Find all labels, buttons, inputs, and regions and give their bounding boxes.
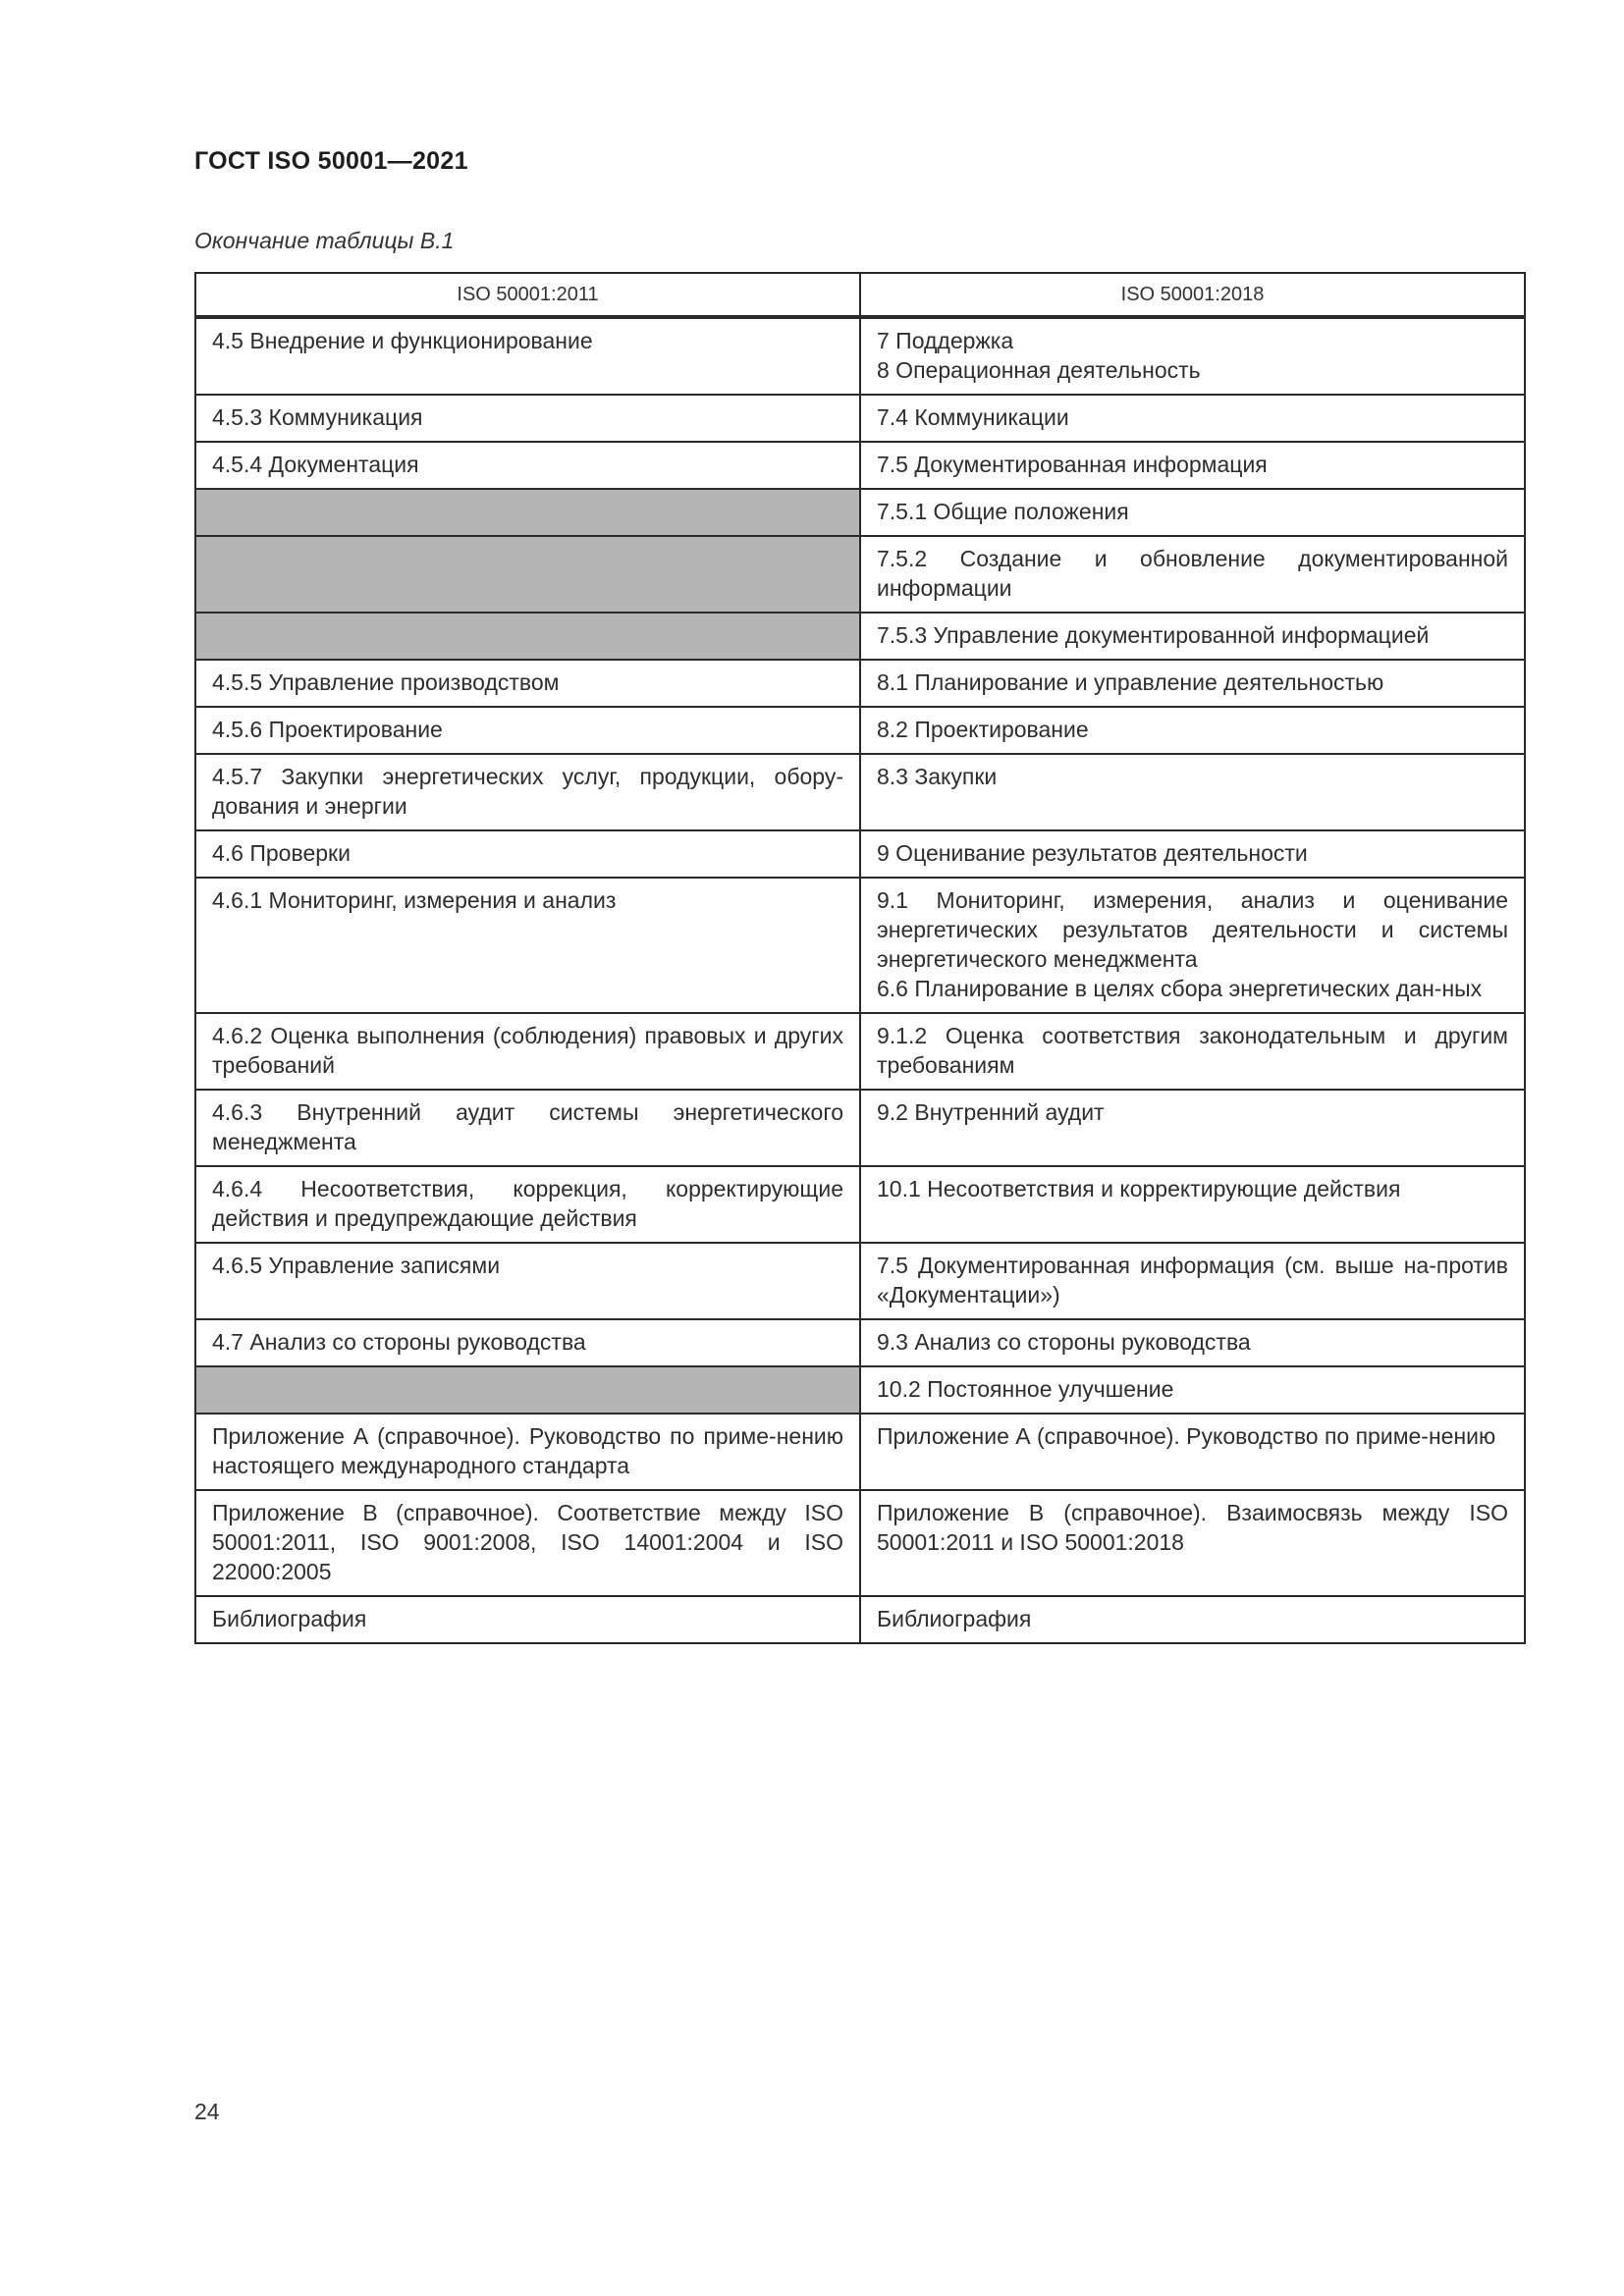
cell-iso-2018: 9 Оценивание результатов деятельности bbox=[860, 830, 1525, 878]
cell-iso-2018: 7.5.1 Общие положения bbox=[860, 489, 1525, 536]
column-header-iso-2018: ISO 50001:2018 bbox=[860, 273, 1525, 317]
table-caption: Окончание таблицы В.1 bbox=[194, 228, 455, 253]
cell-iso-2018: 9.1.2 Оценка соответствия законодательным и другим требованиям bbox=[860, 1013, 1525, 1090]
cell-iso-2018: 8.3 Закупки bbox=[860, 754, 1525, 830]
table-row bbox=[195, 613, 1525, 660]
cell-iso-2011: 4.6.1 Мониторинг, измерения и анализ bbox=[195, 878, 860, 1013]
cell-iso-2018: 7 Поддержка 8 Операционная деятельность bbox=[860, 317, 1525, 395]
cell-iso-2018: 10.2 Постоянное улучшение bbox=[860, 1366, 1525, 1414]
cell-iso-2018: 9.1 Мониторинг, измерения, анализ и оценивание энергетических результатов деятельности и системы энергетического менеджмента 6.6 Планирование в целях сбора энергетических дан-ных bbox=[860, 878, 1525, 1013]
cell-iso-2011 bbox=[195, 1366, 860, 1414]
table-row bbox=[195, 878, 1525, 1013]
cell-iso-2018: 8.2 Проектирование bbox=[860, 707, 1525, 754]
cell-iso-2018: 9.2 Внутренний аудит bbox=[860, 1090, 1525, 1166]
cell-iso-2011: Приложение А (справочное). Руководство по приме-нению настоящего международного стандарта bbox=[195, 1414, 860, 1490]
table-row bbox=[195, 536, 1525, 613]
cell-iso-2018: Приложение В (справочное). Взаимосвязь между ISO 50001:2011 и ISO 50001:2018 bbox=[860, 1490, 1525, 1596]
table-row bbox=[195, 1366, 1525, 1414]
cell-iso-2018: 10.1 Несоответствия и корректирующие действия bbox=[860, 1166, 1525, 1243]
cell-iso-2018: 7.4 Коммуникации bbox=[860, 395, 1525, 442]
cell-iso-2011: 4.5.7 Закупки энергетических услуг, продукции, обору-дования и энергии bbox=[195, 754, 860, 830]
cell-iso-2011: 4.6 Проверки bbox=[195, 830, 860, 878]
table-row bbox=[195, 317, 1525, 395]
table-row bbox=[195, 660, 1525, 707]
table-row bbox=[195, 1414, 1525, 1490]
cell-iso-2018: Приложение А (справочное). Руководство по приме-нению bbox=[860, 1414, 1525, 1490]
cell-iso-2011: 4.5.6 Проектирование bbox=[195, 707, 860, 754]
page-number: 24 bbox=[194, 2099, 220, 2124]
cell-iso-2011: 4.7 Анализ со стороны руководства bbox=[195, 1319, 860, 1366]
document-title: ГОСТ ISO 50001—2021 bbox=[194, 147, 468, 175]
column-header-iso-2011: ISO 50001:2011 bbox=[195, 273, 860, 317]
table-row bbox=[195, 1243, 1525, 1319]
cell-iso-2011: 4.6.2 Оценка выполнения (соблюдения) правовых и других требований bbox=[195, 1013, 860, 1090]
table-row bbox=[195, 442, 1525, 489]
table-row bbox=[195, 1090, 1525, 1166]
cell-iso-2018: 7.5.3 Управление документированной информацией bbox=[860, 613, 1525, 660]
cell-iso-2011: 4.5.5 Управление производством bbox=[195, 660, 860, 707]
table-row bbox=[195, 1319, 1525, 1366]
cell-iso-2011 bbox=[195, 489, 860, 536]
cell-iso-2011: 4.5.4 Документация bbox=[195, 442, 860, 489]
cell-iso-2011: Приложение В (справочное). Соответствие между ISO 50001:2011, ISO 9001:2008, ISO 14001:2004 и ISO 22000:2005 bbox=[195, 1490, 860, 1596]
cell-iso-2018: Библиография bbox=[860, 1596, 1525, 1643]
table-row bbox=[195, 830, 1525, 878]
table-row bbox=[195, 707, 1525, 754]
cell-iso-2011 bbox=[195, 613, 860, 660]
cell-iso-2018: 8.1 Планирование и управление деятельностью bbox=[860, 660, 1525, 707]
cell-iso-2011 bbox=[195, 536, 860, 613]
table-row bbox=[195, 754, 1525, 830]
cell-iso-2018: 7.5 Документированная информация (см. выше на-против «Документации») bbox=[860, 1243, 1525, 1319]
cell-iso-2011: 4.6.3 Внутренний аудит системы энергетического менеджмента bbox=[195, 1090, 860, 1166]
comparison-table bbox=[194, 272, 1526, 1644]
table-row bbox=[195, 395, 1525, 442]
cell-iso-2011: 4.6.4 Несоответствия, коррекция, корректирующие действия и предупреждающие действия bbox=[195, 1166, 860, 1243]
table-row bbox=[195, 489, 1525, 536]
cell-iso-2018: 9.3 Анализ со стороны руководства bbox=[860, 1319, 1525, 1366]
table-header-row bbox=[195, 273, 1525, 317]
cell-iso-2018: 7.5 Документированная информация bbox=[860, 442, 1525, 489]
table-row bbox=[195, 1166, 1525, 1243]
table-body bbox=[195, 317, 1525, 1643]
cell-iso-2011: 4.5.3 Коммуникация bbox=[195, 395, 860, 442]
table-row bbox=[195, 1013, 1525, 1090]
cell-iso-2011: 4.5 Внедрение и функционирование bbox=[195, 317, 860, 395]
cell-iso-2011: Библиография bbox=[195, 1596, 860, 1643]
cell-iso-2018: 7.5.2 Создание и обновление документированной информации bbox=[860, 536, 1525, 613]
table-row bbox=[195, 1490, 1525, 1596]
cell-iso-2011: 4.6.5 Управление записями bbox=[195, 1243, 860, 1319]
table-row bbox=[195, 1596, 1525, 1643]
